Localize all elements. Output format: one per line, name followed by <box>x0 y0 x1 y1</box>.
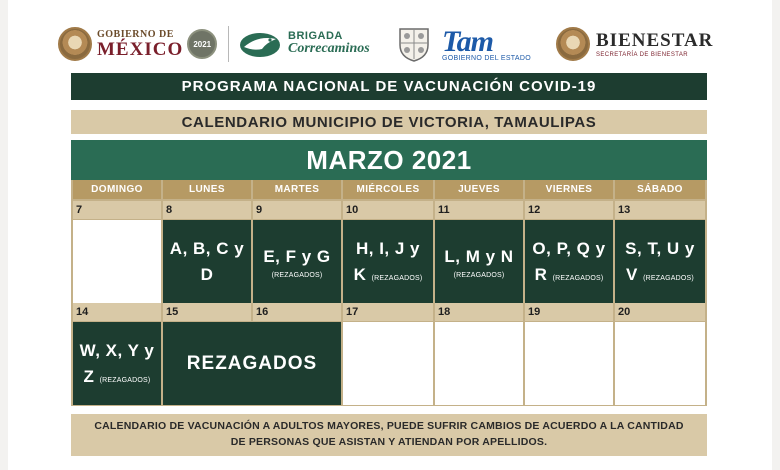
logo-divider <box>228 26 229 62</box>
logo-bar <box>58 22 748 66</box>
weekday-header: MIÉRCOLES <box>343 180 433 199</box>
footer-note: CALENDARIO DE VACUNACIÓN A ADULTOS MAYORES, PUEDE SUFRIR CAMBIOS DE ACUERDO A LA CANTIDAD DE PERSONAS QUE ASISTAN Y ATIENDAN POR APELLIDOS. <box>71 414 707 456</box>
surname-letters: D <box>200 264 214 284</box>
surname-letters: O, P, Q y <box>532 239 606 258</box>
day-cell-empty <box>615 322 705 405</box>
day-number: 15 <box>163 303 251 321</box>
calendar <box>71 140 707 406</box>
surname-letters: V <box>626 264 638 284</box>
month-title: MARZO 2021 <box>71 140 707 180</box>
day-number: 16 <box>253 303 341 321</box>
badge-2021: 2021 <box>187 29 217 59</box>
weekday-header: JUEVES <box>435 180 523 199</box>
day-number: 11 <box>435 201 523 219</box>
rezagados-note: (REZAGADOS) <box>371 274 423 282</box>
rezagados-note: (REZAGADOS) <box>643 274 694 282</box>
day-cell-merged <box>163 322 341 405</box>
day-cell-empty <box>435 322 523 405</box>
surname-letters: A, B, C y <box>169 239 245 258</box>
gobierno-estado-text: GOBIERNO DEL ESTADO <box>442 54 531 62</box>
rezagados-note: (REZAGADOS) <box>99 376 151 384</box>
weekday-header: MARTES <box>253 180 341 199</box>
day-cell <box>343 220 433 303</box>
day-cell <box>525 220 613 303</box>
tamaulipas-shield-logo <box>396 22 432 66</box>
poster <box>8 0 772 470</box>
secretaria-text: SECRETARÍA DE BIENESTAR <box>596 51 688 58</box>
weekday-header: SÁBADO <box>615 180 705 199</box>
weekday-header: LUNES <box>163 180 251 199</box>
tam-text: Tam <box>442 24 493 58</box>
surname-letters: H, I, J y <box>355 239 421 258</box>
weekday-header: VIERNES <box>525 180 613 199</box>
surname-letters: K <box>353 264 367 284</box>
day-number: 20 <box>615 303 705 321</box>
day-number: 8 <box>163 201 251 219</box>
day-number: 19 <box>525 303 613 321</box>
brigada-text: BRIGADA <box>288 29 343 42</box>
rezagados-label: REZAGADOS <box>186 352 318 374</box>
surname-letters: E, F y G <box>263 247 331 267</box>
day-cell-empty <box>73 220 161 303</box>
state-shield-icon <box>396 25 432 63</box>
day-number: 10 <box>343 201 433 219</box>
day-number: 14 <box>73 303 161 321</box>
rezagados-note: (REZAGADOS) <box>453 271 505 279</box>
surname-letters: L, M y N <box>444 247 514 267</box>
mexico-seal-icon <box>58 27 92 61</box>
day-number: 12 <box>525 201 613 219</box>
day-number: 17 <box>343 303 433 321</box>
day-cell-empty <box>343 322 433 405</box>
bienestar-logo <box>556 22 713 66</box>
gobierno-mexico-logo <box>58 22 217 66</box>
program-title: PROGRAMA NACIONAL DE VACUNACIÓN COVID-19 <box>71 73 707 100</box>
day-cell-empty <box>525 322 613 405</box>
day-number: 9 <box>253 201 341 219</box>
brigada-correcaminos-logo <box>236 22 370 66</box>
tam-gobierno-logo <box>442 22 531 66</box>
day-number: 7 <box>73 201 161 219</box>
weekday-header: DOMINGO <box>73 180 161 199</box>
day-cell <box>73 322 161 405</box>
day-cell <box>435 220 523 303</box>
surname-letters: S, T, U y <box>625 239 695 258</box>
gobierno-big-text: MÉXICO <box>97 38 184 60</box>
day-number: 13 <box>615 201 705 219</box>
surname-letters: R <box>534 264 548 284</box>
surname-letters: Z <box>83 366 95 386</box>
day-cell <box>615 220 705 303</box>
calendar-title: CALENDARIO MUNICIPIO DE VICTORIA, TAMAULIPAS <box>71 110 707 134</box>
rezagados-note: (REZAGADOS) <box>271 271 323 279</box>
bienestar-text: BIENESTAR <box>596 29 714 51</box>
rezagados-note: (REZAGADOS) <box>552 274 604 282</box>
day-number: 18 <box>435 303 523 321</box>
gobierno-small-text: GOBIERNO DE <box>97 28 174 40</box>
correcaminos-text: Correcaminos <box>288 41 370 57</box>
day-cell <box>163 220 251 303</box>
roadrunner-icon <box>236 29 284 59</box>
bienestar-seal-icon <box>556 27 590 61</box>
day-cell <box>253 220 341 303</box>
surname-letters: W, X, Y y <box>79 341 155 360</box>
